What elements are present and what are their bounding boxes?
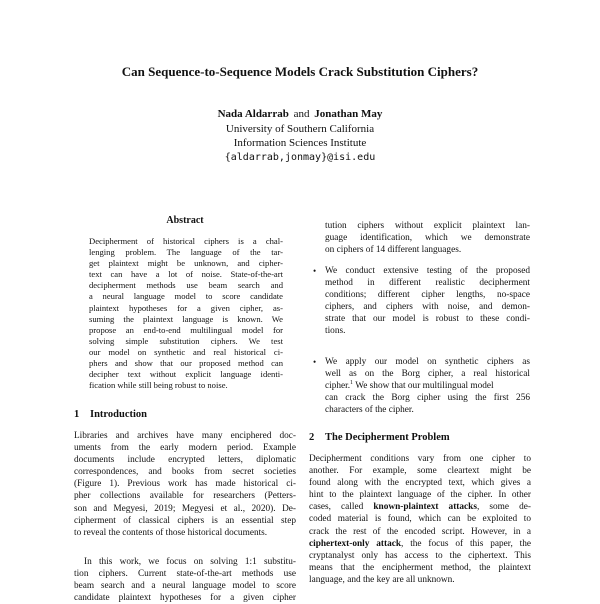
bullet-line: We conduct extensive testing of the proposed [325, 266, 530, 276]
contributions-bullet-1-cont [325, 220, 530, 256]
intro-line: Libraries and archives have many enciphered doc- [74, 431, 296, 441]
abstract-line: Decipherment of historical ciphers is a chal- [89, 236, 283, 246]
affiliation-institute: Information Sciences Institute [233, 137, 367, 149]
section-1-heading [74, 408, 147, 421]
section2-text: , some de- [476, 502, 531, 513]
section2-line [309, 538, 531, 550]
intro-paragraph-1 [74, 430, 296, 539]
intro-line: documents include encrypted letters, diplomatic [74, 455, 296, 466]
bullet-line: We apply our model on synthetic ciphers as [325, 357, 530, 367]
intro-paragraph-2 [74, 556, 296, 604]
section-1-number: 1 [74, 409, 80, 420]
author-2: Jonathan May [314, 108, 383, 120]
section2-line: cryptanalyst only has access to the ciphertext. This [309, 550, 531, 561]
abstract-line: decipher text without explicit language identi- [89, 369, 283, 380]
intro-line: pher collections available for researchers (Petters- [74, 491, 296, 502]
intro-line: cipherment of classical ciphers is an essential step [74, 515, 296, 526]
bullet-line: can crack the Borg cipher using the first 256 [325, 393, 530, 404]
bullet-dot: • [313, 357, 317, 367]
bullet-text: cipher. [325, 381, 351, 392]
section2-line [309, 501, 531, 513]
author-email: {aldarrab,jonmay}@isi.edu [224, 151, 376, 163]
contributions-bullet-3 [313, 356, 530, 416]
section2-line: means that the encipherment method, the plaintext [309, 562, 531, 573]
intro-line: In this work, we focus on solving 1:1 substitu- [84, 557, 296, 567]
bullet-line: method in different realistic decipherment [325, 278, 530, 289]
affiliation-university: University of Southern California [225, 122, 375, 135]
bullet-line: conditions; different cipher lengths, no-space [325, 290, 530, 301]
section2-line: language, and the key are all unknown. [309, 574, 455, 585]
bullet-line: well as on the Borg cipher, a real historical [325, 369, 530, 380]
abstract-heading: Abstract [166, 215, 204, 226]
bullet-line-with-footnote [325, 380, 530, 392]
contributions-bullet-2 [313, 265, 530, 338]
abstract-line: propose an end-to-end multilingual model for [89, 324, 283, 335]
section2-line: coded material is found, which can be exploited to [309, 514, 531, 525]
abstract-line: lenging problem. The language of the tar- [89, 247, 283, 258]
author-names [0, 107, 600, 122]
abstract-line: our model on synthetic and real historical ci- [89, 346, 283, 357]
ciphertext-only-term: ciphertext-only attack [309, 538, 402, 549]
section2-line: another. For example, some cleartext might be [309, 466, 531, 477]
abstract-line: solving simple substitution ciphers. We test [89, 335, 283, 346]
intro-line: correspondences, and books from secret societies [74, 467, 296, 478]
abstract-line: text can have a lot of noise. State-of-the-art [89, 269, 283, 280]
bullet-line: tions. [325, 326, 346, 337]
bullet-dot: • [313, 266, 317, 276]
abstract-text [89, 236, 283, 391]
abstract-line: a neural language model to score candidate [89, 291, 283, 302]
intro-line: beam search and a neural language model to score [74, 581, 296, 592]
abstract-line: decipherment methods use beam search and [89, 280, 283, 291]
abstract-line: plaintext hypotheses for a given cipher, as- [89, 302, 283, 313]
abstract-line: suming the plaintext language is known. We [89, 313, 283, 324]
author-block [0, 107, 600, 165]
intro-line: candidate plaintext hypotheses for a given cipher [74, 593, 296, 604]
intro-line: to reveal the contents of those historical documents. [74, 527, 268, 538]
bullet-line: on ciphers of 14 different languages. [325, 245, 462, 256]
section2-text: cases, called [309, 502, 374, 513]
bullet-line: ciphers, and ciphers with noise, and demon- [325, 302, 530, 313]
section2-text: , the focus of this paper, the [401, 538, 531, 549]
paper-title: Can Sequence-to-Sequence Models Crack Substitution Ciphers? [121, 64, 479, 79]
section-2-heading [309, 431, 450, 444]
abstract-line: phers and show that our proposed method can [89, 358, 283, 369]
section2-line: crack the rest of the encoded script. However, in a [309, 526, 531, 537]
section2-line: hint to the plaintext language of the cipher. In other [309, 490, 531, 501]
section-1-title: Introduction [90, 409, 147, 420]
section2-line: found along with the encrypted text, which gives a [309, 478, 531, 489]
abstract-line: get plaintext might be unknown, and cipher- [89, 258, 283, 269]
bullet-line: tution ciphers without explicit plaintext lan- [325, 221, 530, 231]
known-plaintext-term: known-plaintext attacks [373, 502, 477, 513]
intro-line: uments from the early modern period. Example [74, 443, 296, 454]
intro-line: (Figure 1). Previous work has made historical ci- [74, 479, 296, 490]
section2-line: Decipherment conditions vary from one cipher to [309, 454, 531, 464]
bullet-line: strate that our model is robust to these condi- [325, 314, 530, 325]
abstract-line: fication while still being robust to noise. [89, 380, 228, 391]
section-2-title: The Decipherment Problem [325, 432, 450, 443]
bullet-line: guage identification, which we demonstrate [325, 233, 530, 244]
bullet-line: characters of the cipher. [325, 405, 414, 416]
intro-line: tion ciphers. Current state-of-the-art methods use [74, 569, 296, 580]
footnote-marker[interactable]: 1 [350, 380, 354, 387]
bullet-text: We show that our multilingual model [355, 381, 494, 392]
intro-line: son and Megyesi, 2019; Megyesi et al., 2020). De- [74, 503, 296, 514]
section-2-number: 2 [309, 432, 315, 443]
section-2-paragraph [309, 453, 531, 586]
author-1: Nada Aldarrab [217, 108, 289, 120]
author-conjunction: and [293, 108, 310, 120]
